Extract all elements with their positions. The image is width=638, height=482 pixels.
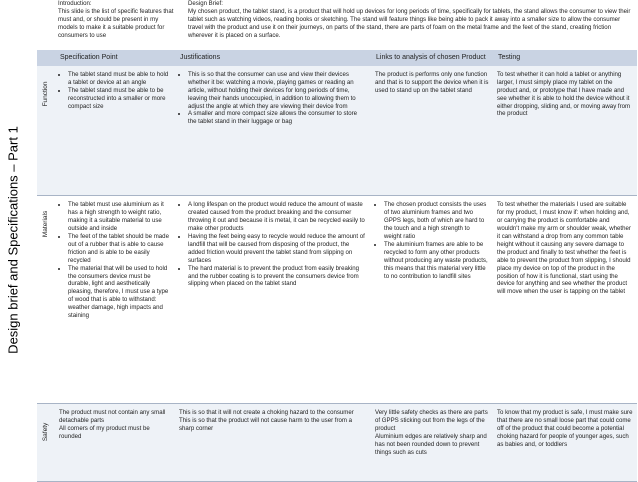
justification-cell [175, 196, 371, 404]
category-cell [37, 66, 55, 196]
header-testing: Testing [493, 50, 637, 66]
links-text: Very little safety checks as there are parts of GPPS sticking out from the legs of the product [375, 409, 488, 433]
spec-cell [55, 404, 175, 482]
list-item: • The material that will be used to hold the consumers device must be durable, light and aesthetically pleasing, therefore, I must use a type of wood that is able to withstand: weather damage, high impacts and staining [68, 265, 171, 320]
page-title: Design brief and Specifications – Part 1 [5, 125, 21, 354]
links-cell [371, 66, 493, 196]
list-item: • The chosen product consists the uses of two aluminium frames and two GPPS legs, both of which are hard to the touch and a high strength to weight ratio [384, 201, 489, 241]
table-row-safety [37, 404, 637, 482]
design-brief-block [188, 0, 632, 40]
category-cell [37, 196, 55, 404]
links-cell [371, 404, 493, 482]
table-header-row [37, 50, 637, 66]
list-item: • The tablet stand must be able to be reconstructed into a smaller or more compact size [68, 87, 171, 111]
justification-cell [175, 66, 371, 196]
testing-cell [493, 66, 637, 196]
specification-table [37, 50, 637, 482]
testing-text: To test whether the materials I used are suitable for my product, I must know if: when holding and, or carrying the product is comfortable and wouldn't make my arm or shoulder weak, whether it can withstand a drop from any common table height without it causing any severe damage to the product and finally to test whether the feet is able to prevent the product from slipping, I should place my device on top of the product in the position of how it is functional, start using the device for anything and see whether the product will move when the user is tapping on the tablet [497, 201, 631, 296]
list-item: • The tablet must use aluminium as it has a high strength to weight ratio, making it a suitable material to use outside and inside [68, 201, 171, 233]
list-item: • The feet of the tablet should be made out of a rubber that is able to cause friction and is able to be easily recycled [68, 233, 171, 265]
category-label-function: Function [42, 81, 50, 107]
testing-cell [493, 196, 637, 404]
list-item: • The tablet stand must be able to hold a tablet or device at an angle [68, 71, 171, 87]
introduction-block [58, 0, 175, 40]
header-links-to-analysis: Links to analysis of chosen Product [371, 50, 493, 66]
category-cell [37, 404, 55, 482]
links-text: The product is performs only one function and that is to support the device when it is used to stand up on the tablet stand [375, 70, 489, 94]
spec-cell [55, 66, 175, 196]
list-item: • A long lifespan on the product would reduce the amount of waste created caused from the product breaking and the consumer throwing it out and because it is metal, it can be recycled easily to make other products [188, 201, 367, 233]
list-item: • A smaller and more compact size allows the consumer to store the tablet stand in their luggage or bag [188, 110, 367, 126]
justification-text: This is so that it will not create a choking hazard to the consumer [179, 409, 354, 417]
testing-cell [493, 404, 637, 482]
header-specification-point: Specification Point [55, 50, 175, 66]
list-item: • The aluminium frames are able to be recycled to form any other products without producing any waste products, this means that this material very little to no contribution to landfill sites [384, 241, 489, 281]
introduction-text: This slide is the list of specific features that must and, or should be present in my models to make it a suitable product for consumers to use [58, 8, 174, 39]
table-row-materials [37, 196, 637, 404]
category-label-materials: Materials [42, 211, 50, 238]
justification-text: This is so that the product will not cause harm to the user from a sharp corner [179, 417, 353, 433]
justification-cell [175, 404, 371, 482]
list-item: • The hard material is to prevent the product from easily breaking and the rubber coating is to prevent the consumers device from slipping when placed on the tablet stand [188, 265, 367, 289]
list-item: • This is so that the consumer can use and view their devices whether it be: watching a movie, playing games or reading an article, without holding their devices for long periods of time, leaving their hands unoccupied, in addition to allowing them to adjust the angle at which they are viewing their device from [188, 71, 367, 111]
category-label-safety: Safety [42, 423, 50, 442]
header-category-blank [37, 50, 55, 66]
introduction-heading: Introduction: [58, 0, 92, 7]
table-row-function [37, 66, 637, 196]
links-cell [371, 196, 493, 404]
list-item: • Having the feet being easy to recycle would reduce the amount of landfill that will be caused from disposing of the product, the added friction would prevent the tablet stand from slipping on surfaces [188, 233, 367, 265]
testing-text: To know that my product is safe, I must make sure that there are no small loose part that could come off of the product that could become a potential choking hazard for people of younger ages, such as babies and, or toddlers [497, 409, 633, 449]
spec-text: The product must not contain any small detachable parts [59, 409, 166, 425]
design-brief-text: My chosen product, the tablet stand, is a product that will hold up devices for long periods of time, specifically for tablets, the stand allows the consumer to view their tablet such as watching videos, reading books or sketching. The stand will feature things like being able to pack it away into a smaller size to allow the consumer travel with the product and use it on their journeys, on parts of the stand, there are parts of foam on the metal frame and the feet of the stand, creating friction wherever it is placed on a surface. [188, 8, 631, 39]
spec-cell [55, 196, 175, 404]
spec-text: All corners of my product must be rounded [59, 425, 150, 441]
testing-text: To test whether it can hold a tablet or anything larger, I must simply place my tablet on the product and, or prototype that I have made and see whether it is able to hold the device without it either dropping, sliding and, or moving away from the product [497, 70, 631, 118]
design-brief-heading: Design Brief: [188, 0, 223, 7]
header-justifications: Justifications [175, 50, 371, 66]
links-text: Aluminium edges are relatively sharp and has not been rounded down to prevent things such as cuts [375, 433, 487, 456]
page-title-container [0, 0, 26, 479]
